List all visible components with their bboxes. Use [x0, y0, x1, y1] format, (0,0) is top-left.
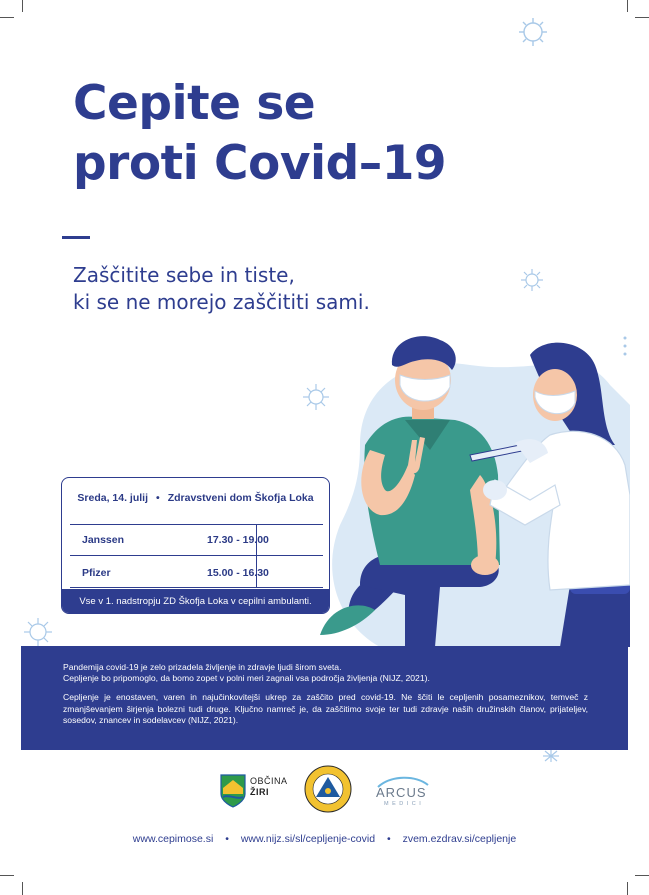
crop-mark-bottom-right-v [627, 882, 628, 895]
crop-mark-bottom-left-v [22, 882, 23, 895]
title-line-2: proti Covid–19 [73, 136, 447, 191]
partner-logos [0, 765, 649, 825]
schedule-divider [70, 524, 323, 525]
arcus-subtitle: MEDICI [384, 801, 425, 807]
schedule-note: Vse v 1. nadstropju ZD Škofja Loka v cepilni ambulanti. [62, 589, 329, 613]
schedule-header [62, 478, 329, 518]
ziri-coat-of-arms-icon [220, 774, 246, 808]
info-p1-line2: Cepljenje bo pripomoglo, da bomo zopet v polni meri zagnali vsa področja življenja (NIJZ, 2021). [63, 673, 430, 684]
subtitle-line-2: ki se ne morejo zaščititi sami. [73, 290, 370, 314]
subtitle [73, 262, 473, 316]
footer-separator: • [386, 833, 391, 845]
crop-mark-bottom-right [635, 875, 649, 876]
schedule-location: Zdravstveni dom Škofja Loka [167, 492, 314, 504]
schedule-card [61, 477, 330, 614]
info-p1-line1: Pandemija covid-19 je zelo prizadela življenje in zdravje ljudi širom sveta. [63, 662, 342, 672]
crop-mark-top-left-v [22, 0, 23, 12]
schedule-divider [70, 555, 323, 556]
crop-mark-bottom-left [0, 875, 14, 876]
footer-separator: • [225, 833, 229, 845]
footer-link-cepimose[interactable]: www.cepimose.si [132, 833, 214, 845]
footer-links [0, 833, 649, 845]
info-paragraph-1 [63, 662, 588, 684]
vaccine-name: Janssen [82, 534, 125, 546]
footer-link-nijz[interactable]: www.nijz.si/sl/cepljenje-covid [240, 833, 376, 845]
footer-link-ezdrav[interactable]: zvem.ezdrav.si/cepljenje [402, 833, 517, 845]
ziri-name-line1: OBČINA [250, 776, 288, 786]
vaccination-illustration [320, 325, 630, 647]
nurse-glove [483, 480, 507, 500]
virus-icon [20, 614, 60, 648]
vaccine-time: 17.30 - 19.00 [207, 534, 269, 546]
page-title [73, 74, 593, 194]
schedule-separator: • [156, 492, 160, 504]
virus-icon [510, 12, 556, 52]
title-line-1: Cepite se [73, 76, 316, 131]
virus-icon [516, 265, 548, 295]
schedule-divider [70, 587, 323, 588]
arcus-name: ARCUS [376, 785, 427, 800]
virus-icon [538, 748, 564, 766]
civil-protection-seal-icon [304, 765, 352, 813]
info-band [21, 646, 628, 750]
subtitle-line-1: Zaščitite sebe in tiste, [73, 263, 295, 287]
schedule-date: Sreda, 14. julij [77, 492, 149, 504]
crop-mark-top-right-v [627, 0, 628, 12]
ziri-name-line2: ŽIRI [250, 787, 269, 797]
vaccine-name: Pfizer [82, 567, 111, 579]
crop-mark-top-left [0, 17, 14, 18]
vaccine-time: 15.00 - 16.30 [207, 567, 269, 579]
title-divider [62, 236, 90, 239]
info-paragraph-2: Cepljenje je enostaven, varen in najučinkovitejši ukrep za zaščito pred covid-19. Ne ščiti le cepljenih posameznikov, temveč z zmanjševanjem širjenja bolezni tudi druge. Ključno namreč je, da zaščitimo svoje ter tudi zdravje naših družinskih članov, prijateljev, sosedov, znancev in sodelavcev (NIJZ, 2021). [63, 692, 588, 725]
crop-mark-top-right [635, 17, 649, 18]
